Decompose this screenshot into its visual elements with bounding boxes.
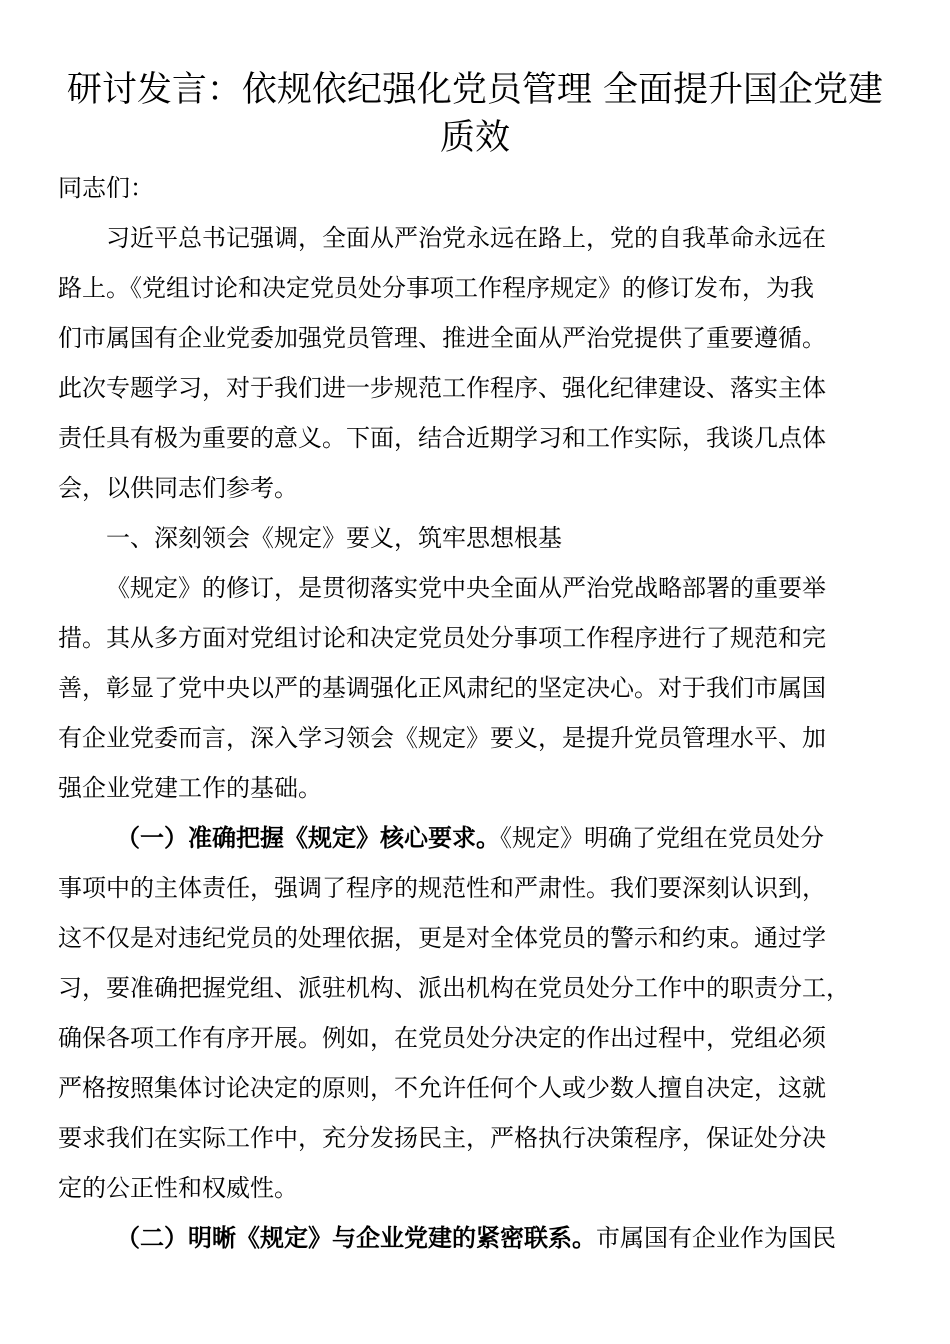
subsection-first-line [116,1222,836,1254]
subsection-text: 市属国有企业作为国民 [596,1224,836,1252]
intro-line: 会，以供同志们参考。 [58,474,298,502]
subsection-line: 习，要准确把握党组、派驻机构、派出机构在党员处分工作中的职责分工， [58,974,850,1002]
subsection-text: 《规定》明确了党组在党员处分 [500,824,824,852]
subsection-first-line [116,822,824,854]
subsection-line: 定的公正性和权威性。 [58,1174,298,1202]
subsection-heading: （二）明晰《规定》与企业党建的紧密联系。 [116,1224,596,1252]
document-title-line-2: 质效 [439,118,510,158]
document-title-line-1: 研讨发言：依规依纪强化党员管理 全面提升国企党建 [66,70,884,110]
salutation: 同志们： [58,174,154,202]
intro-line: 习近平总书记强调，全面从严治党永远在路上，党的自我革命永远在 [106,224,826,252]
subsection-heading: （一）准确把握《规定》核心要求。 [116,824,500,852]
intro-line: 路上。《党组讨论和决定党员处分事项工作程序规定》的修订发布，为我 [58,274,814,302]
section-heading: 一、深刻领会《规定》要义，筑牢思想根基 [106,524,562,552]
subsection-line: 这不仅是对违纪党员的处理依据，更是对全体党员的警示和约束。通过学 [58,924,826,952]
subsection-line: 事项中的主体责任，强调了程序的规范性和严肃性。我们要深刻认识到， [58,874,826,902]
subsection-line: 要求我们在实际工作中，充分发扬民主，严格执行决策程序，保证处分决 [58,1124,826,1152]
section-line: 强企业党建工作的基础。 [58,774,322,802]
section-line: 有企业党委而言，深入学习领会《规定》要义，是提升党员管理水平、加 [58,724,826,752]
section-line: 措。其从多方面对党组讨论和决定党员处分事项工作程序进行了规范和完 [58,624,826,652]
intro-line: 此次专题学习，对于我们进一步规范工作程序、强化纪律建设、落实主体 [58,374,826,402]
section-line: 《规定》的修订，是贯彻落实党中央全面从严治党战略部署的重要举 [106,574,826,602]
section-line: 善，彰显了党中央以严的基调强化正风肃纪的坚定决心。对于我们市属国 [58,674,826,702]
subsection-line: 确保各项工作有序开展。例如，在党员处分决定的作出过程中，党组必须 [58,1024,826,1052]
intro-line: 们市属国有企业党委加强党员管理、推进全面从严治党提供了重要遵循。 [58,324,826,352]
subsection-line: 严格按照集体讨论决定的原则，不允许任何个人或少数人擅自决定，这就 [58,1074,826,1102]
intro-line: 责任具有极为重要的意义。下面，结合近期学习和工作实际，我谈几点体 [58,424,826,452]
